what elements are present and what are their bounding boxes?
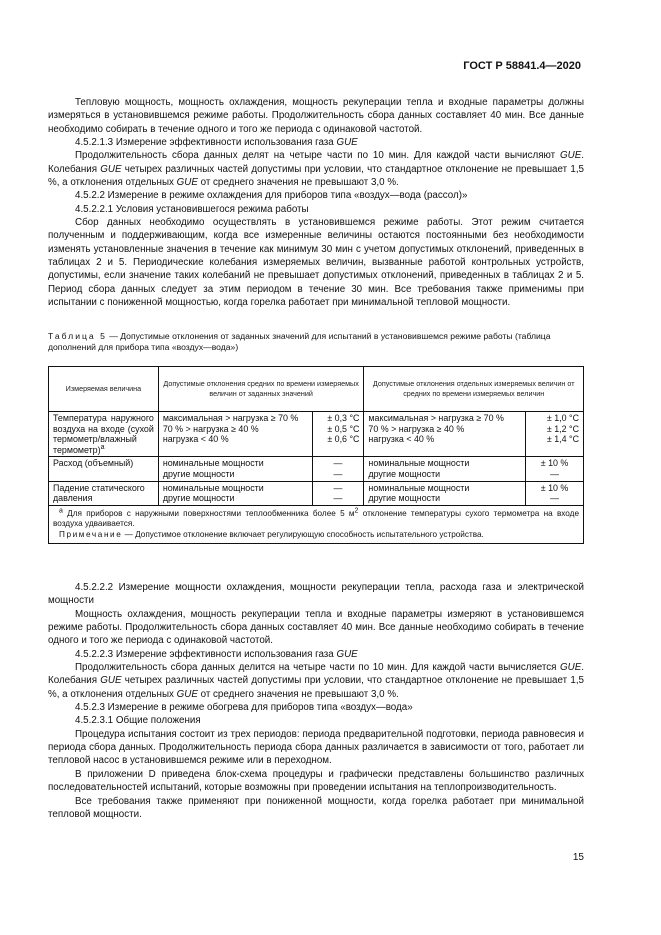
- load-line: номинальные мощности: [162, 482, 264, 493]
- load-line: номинальные мощности: [368, 482, 470, 493]
- paragraph-test-procedure: Процедура испытания состоит из трех периодов: периода предварительной подготовки, периода равновесия и периода сбора данных. Продолжительность периода сбора данных различается в зависимости от того, работает ли тепловой насос в установившемся режиме или в переходном.: [48, 728, 584, 767]
- load-cell: [364, 412, 526, 457]
- value-cell: [312, 457, 364, 481]
- header-mean-deviation: Допустимые отклонения средних по времени измеряемых величин от заданных значений: [158, 367, 364, 412]
- text-fragment: четырех различных частей допустимы при условии, что стандартное отклонение не превышает 1,5 %, а отклонения отдельных: [48, 163, 584, 189]
- table-label: Таблица 5: [48, 331, 107, 341]
- value-line: —: [333, 482, 343, 493]
- gue-term: GUE: [560, 662, 582, 674]
- paragraph-annex-d: В приложении D приведена блок-схема процедуры и графически представлены большинство различных последовательностей испытаний, которые возможны при проведении испытания на теплопроизводительность.: [48, 768, 584, 794]
- value-line: ± 0,3 °C: [327, 413, 360, 423]
- value-line: ± 1,4 °C: [546, 434, 579, 445]
- paragraph-gue-calculation-2: [48, 661, 584, 701]
- param-cell: Расход (объемный): [49, 457, 159, 481]
- paragraph-output-measurement: Тепловую мощность, мощность охлаждения, мощность рекуперации тепла и входные параметры должны измеряться в установившемся режиме работы. Продолжительность сбора данных составляет 40 мин. Все данные необходимо собирать в течение одного и того же периода с одинаковой частотой.: [48, 97, 584, 135]
- load-line: другие мощности: [368, 468, 441, 479]
- load-line: другие мощности: [162, 468, 235, 479]
- standard-code-header: ГОСТ Р 58841.4—2020: [463, 60, 581, 72]
- gue-term: GUE: [100, 675, 122, 687]
- load-line: максимальная > нагрузка ≥ 70 %: [162, 413, 299, 423]
- value-line: —: [333, 458, 343, 469]
- value-line: ± 10 %: [540, 482, 569, 493]
- load-cell: [364, 457, 526, 481]
- value-cell: [312, 481, 364, 505]
- text-fragment: от среднего значения не превышают 3,0 %.: [197, 688, 399, 700]
- text-fragment: от среднего значения не превышают 3,0 %.: [197, 177, 399, 189]
- load-line: нагрузка < 40 %: [368, 434, 435, 445]
- load-line: номинальные мощности: [162, 458, 264, 469]
- section-4-5-2-2-3-heading: [48, 648, 584, 661]
- table-header-row: [49, 367, 584, 412]
- section-4-5-2-2-1-heading: 4.5.2.2.1 Условия установившегося режима работы: [75, 203, 309, 215]
- value-cell: [312, 412, 364, 457]
- value-line: ± 1,0 °C: [546, 413, 579, 423]
- gue-term: GUE: [560, 150, 582, 162]
- table-5-caption: [48, 331, 584, 353]
- load-line: 70 % > нагрузка ≥ 40 %: [368, 423, 465, 434]
- paragraph-steady-state: Сбор данных необходимо осуществлять в установившемся режиме работы. Этот режим считается полученным и поддерживающим, когда все измеренные величины остаются постоянными без необходимости изменять установленные значения в течение как минимум 30 мин с учетом допустимых отклонений, приведенных в таблицах 2 и 5. Периодические колебания измеряемых величин, вызванные работой контрольных устройств, допустимы, если значение таких колебаний не превышает допустимых отклонений, приведенных в таблицах 2 и 5. Период сбора данных следует за этим периодом в течение 30 мин. Все требования также применимы при испытании с пониженной мощностью, когда горелка работает при минимальной тепловой мощности.: [48, 217, 584, 309]
- param-text: Температура наружного воздуха на входе (сухой термометр/влажный термометр): [53, 413, 154, 455]
- paragraph-cooling-measurement: Мощность охлаждения, мощность рекуперации тепла и входные параметры измеряют в установившемся режиме работы. Продолжительность сбора данных составляет 40 мин. Все данные необходимо собирать в течение одного и того же периода с одинаковой частотой.: [48, 608, 584, 647]
- body-text-top: [48, 96, 584, 310]
- page-number: 15: [572, 852, 584, 863]
- value-line: —: [550, 493, 559, 504]
- note-label: Примечание: [59, 529, 123, 539]
- value-line: ± 10 %: [540, 458, 569, 469]
- text-fragment: . Колебания: [48, 150, 584, 175]
- gue-term: GUE: [176, 688, 198, 700]
- value-line: —: [333, 493, 343, 504]
- value-cell: [526, 481, 584, 505]
- gue-term: GUE: [336, 648, 358, 660]
- load-line: другие мощности: [368, 493, 441, 504]
- table-row: [49, 457, 584, 481]
- body-text-bottom: [48, 581, 584, 821]
- table-row: [49, 412, 584, 457]
- heading-text: 4.5.2.2.3 Измерение эффективности использования газа: [75, 648, 337, 660]
- value-line: ± 0,6 °C: [327, 434, 360, 445]
- value-line: —: [550, 468, 559, 479]
- footnote-marker: a: [59, 507, 63, 515]
- load-line: номинальные мощности: [368, 458, 470, 469]
- table-footnote-row: [49, 505, 584, 543]
- table-footnote-cell: [49, 505, 584, 543]
- section-4-5-2-3-heading: 4.5.2.3 Измерение в режиме обогрева для приборов типа «воздух—вода»: [75, 702, 413, 714]
- footnote: [53, 509, 579, 528]
- gue-term: GUE: [176, 177, 198, 189]
- note-text: — Допустимое отклонение включает регулирующую способность испытательного устройства.: [122, 529, 484, 539]
- param-cell: [49, 412, 159, 457]
- superscript: 2: [354, 507, 359, 515]
- paragraph-gue-calculation: [48, 149, 584, 189]
- table-row: [49, 481, 584, 505]
- table-5: [48, 366, 584, 544]
- footnote-text: Для приборов с наружными поверхностями теплообменника более 5 м: [62, 508, 355, 518]
- header-individual-deviation: Допустимые отклонения отдельных измеряемых величин от средних по времени измеряемых величин: [364, 367, 584, 412]
- load-cell: [364, 481, 526, 505]
- load-cell: [158, 457, 312, 481]
- value-line: ± 1,2 °C: [546, 423, 579, 434]
- header-measured-quantity: Измеряемая величина: [49, 367, 159, 412]
- footnote-marker: a: [100, 443, 105, 451]
- value-cell: [526, 457, 584, 481]
- load-line: максимальная > нагрузка ≥ 70 %: [368, 413, 504, 423]
- text-fragment: Продолжительность сбора данных делится на четыре части по 10 мин. Для каждой части вычисляется: [75, 662, 561, 674]
- table-caption-text: — Допустимые отклонения от заданных значений для испытаний в установившемся режиме работы (таблица дополнений для прибора типа «воздух—вода»): [48, 331, 551, 352]
- section-4-5-2-1-3-heading: [48, 136, 584, 149]
- load-cell: [158, 412, 312, 457]
- table-note: [53, 530, 484, 539]
- footnote-text: отклонение температуры сухого термометра на входе воздуха удваивается.: [53, 508, 579, 529]
- load-line: нагрузка < 40 %: [162, 434, 229, 445]
- text-fragment: . Колебания: [48, 662, 584, 687]
- value-line: —: [333, 468, 343, 479]
- load-line: другие мощности: [162, 493, 235, 504]
- paragraph-reduced-power: Все требования также применяют при пониженной мощности, когда горелка работает при минимальной тепловой мощности.: [48, 795, 584, 820]
- section-4-5-2-2-heading: 4.5.2.2 Измерение в режиме охлаждения для приборов типа «воздух—вода (рассол)»: [75, 190, 468, 202]
- gue-term: GUE: [336, 137, 358, 149]
- value-cell: [526, 412, 584, 457]
- text-fragment: Продолжительность сбора данных делят на четыре части по 10 мин. Для каждой части вычисляют: [75, 150, 561, 162]
- text-fragment: четырех различных частей допустимы при условии, что стандартное отклонение не превышает 1,5 %, а отклонения отдельных: [48, 675, 584, 700]
- heading-text: 4.5.2.1.3 Измерение эффективности использования газа: [75, 137, 337, 149]
- gue-term: GUE: [100, 163, 122, 175]
- load-line: 70 % > нагрузка ≥ 40 %: [162, 423, 259, 434]
- param-cell: Падение статического давления: [49, 481, 159, 505]
- section-4-5-2-3-1-heading: 4.5.2.3.1 Общие положения: [75, 715, 201, 727]
- section-4-5-2-2-2-heading: 4.5.2.2.2 Измерение мощности охлаждения, мощности рекуперации тепла, расхода газа и электрической мощности: [48, 582, 584, 607]
- value-line: ± 0,5 °C: [327, 423, 360, 434]
- load-cell: [158, 481, 312, 505]
